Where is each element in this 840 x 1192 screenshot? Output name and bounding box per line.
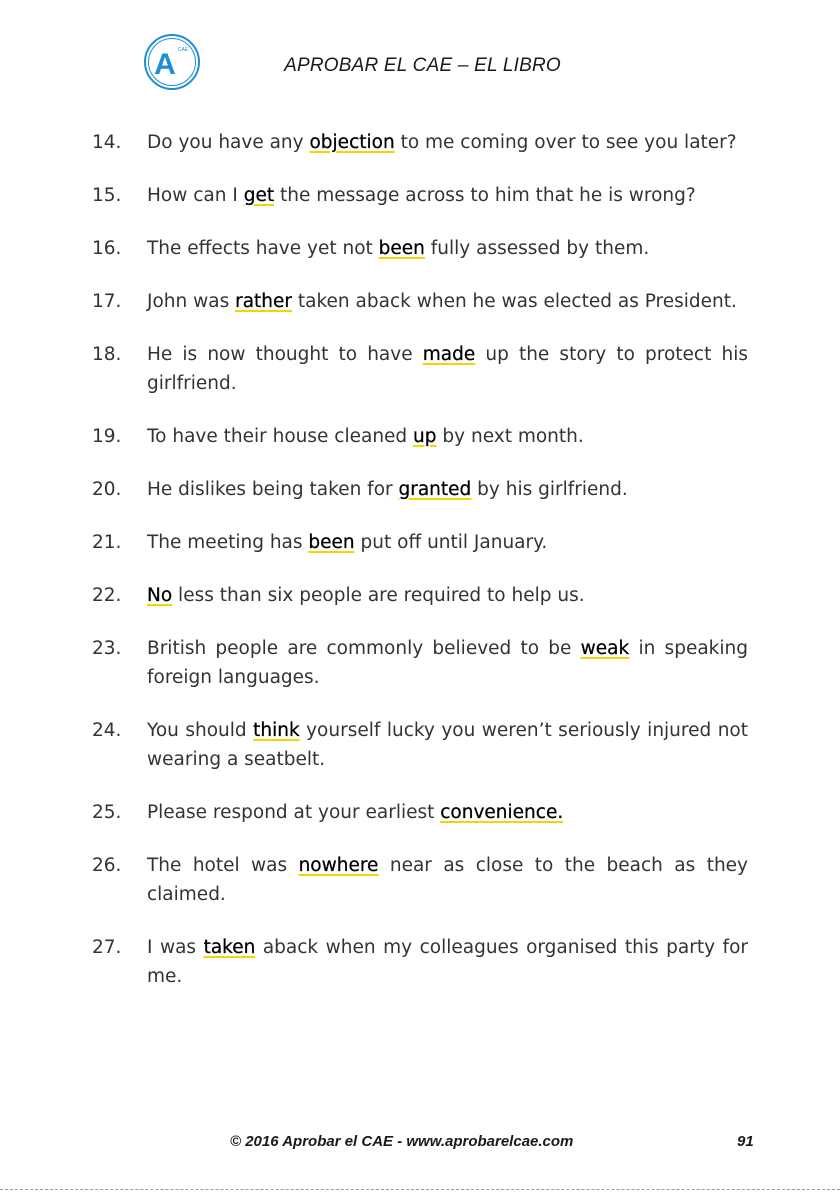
item-number: 15. [92,185,122,206]
copyright-text: © 2016 Aprobar el CAE - www.aprobarelcae.com [230,1133,574,1150]
item-text: The effects have yet not been fully assessed by them. [147,238,650,259]
item-number: 18. [92,344,122,365]
highlighted-word: nowhere [298,855,379,876]
highlighted-word: taken [203,937,256,958]
item-text: He dislikes being taken for granted by his girlfriend. [147,479,628,500]
highlighted-word: convenience. [440,802,564,823]
item-text: I was taken aback when my colleagues organised this party for me. [147,937,748,987]
item-number: 27. [92,937,122,958]
list-item [92,128,748,157]
list-item [92,422,748,451]
item-number: 19. [92,426,122,447]
logo-letter: A [154,48,176,81]
bottom-divider [0,1189,840,1190]
item-text: He is now thought to have made up the story to protect his girlfriend. [147,344,748,394]
page-header-title: APROBAR EL CAE – EL LIBRO [284,55,561,76]
item-text: The meeting has been put off until January. [147,532,548,553]
item-number: 26. [92,855,122,876]
item-number: 23. [92,638,122,659]
list-item [92,528,748,557]
list-item [92,634,748,692]
item-text: The hotel was nowhere near as close to the beach as they claimed. [147,855,748,905]
item-text: You should think yourself lucky you weren’t seriously injured not wearing a seatbelt. [147,720,748,770]
highlighted-word: been [378,238,425,259]
item-number: 20. [92,479,122,500]
list-item [92,581,748,610]
list-item [92,716,748,774]
item-number: 22. [92,585,122,606]
highlighted-word: think [253,720,300,741]
item-number: 14. [92,132,122,153]
highlighted-word: made [422,344,476,365]
item-text: British people are commonly believed to be weak in speaking foreign languages. [147,638,748,688]
list-item [92,181,748,210]
highlighted-word: rather [235,291,293,312]
list-item [92,234,748,263]
item-text: Do you have any objection to me coming over to see you later? [147,132,737,153]
highlighted-word: objection [309,132,395,153]
item-number: 17. [92,291,122,312]
item-text: To have their house cleaned up by next month. [147,426,584,447]
highlighted-word: weak [580,638,630,659]
highlighted-word: get [243,185,275,206]
item-number: 16. [92,238,122,259]
list-item [92,851,748,909]
highlighted-word: granted [398,479,472,500]
list-item [92,475,748,504]
highlighted-word: been [308,532,355,553]
item-text: Please respond at your earliest convenience. [147,802,564,823]
item-number: 24. [92,720,122,741]
item-number: 25. [92,802,122,823]
list-item [92,340,748,398]
highlighted-word: up [413,426,437,447]
list-item [92,933,748,991]
item-text: No less than six people are required to help us. [147,585,585,606]
exercise-list [92,128,748,1015]
list-item [92,287,748,316]
list-item [92,798,748,827]
item-number: 21. [92,532,122,553]
logo-tag: CAE [177,47,189,53]
item-text: John was rather taken aback when he was elected as President. [147,291,737,312]
item-text: How can I get the message across to him that he is wrong? [147,185,696,206]
page-number: 91 [737,1133,754,1150]
highlighted-word: No [147,585,173,606]
